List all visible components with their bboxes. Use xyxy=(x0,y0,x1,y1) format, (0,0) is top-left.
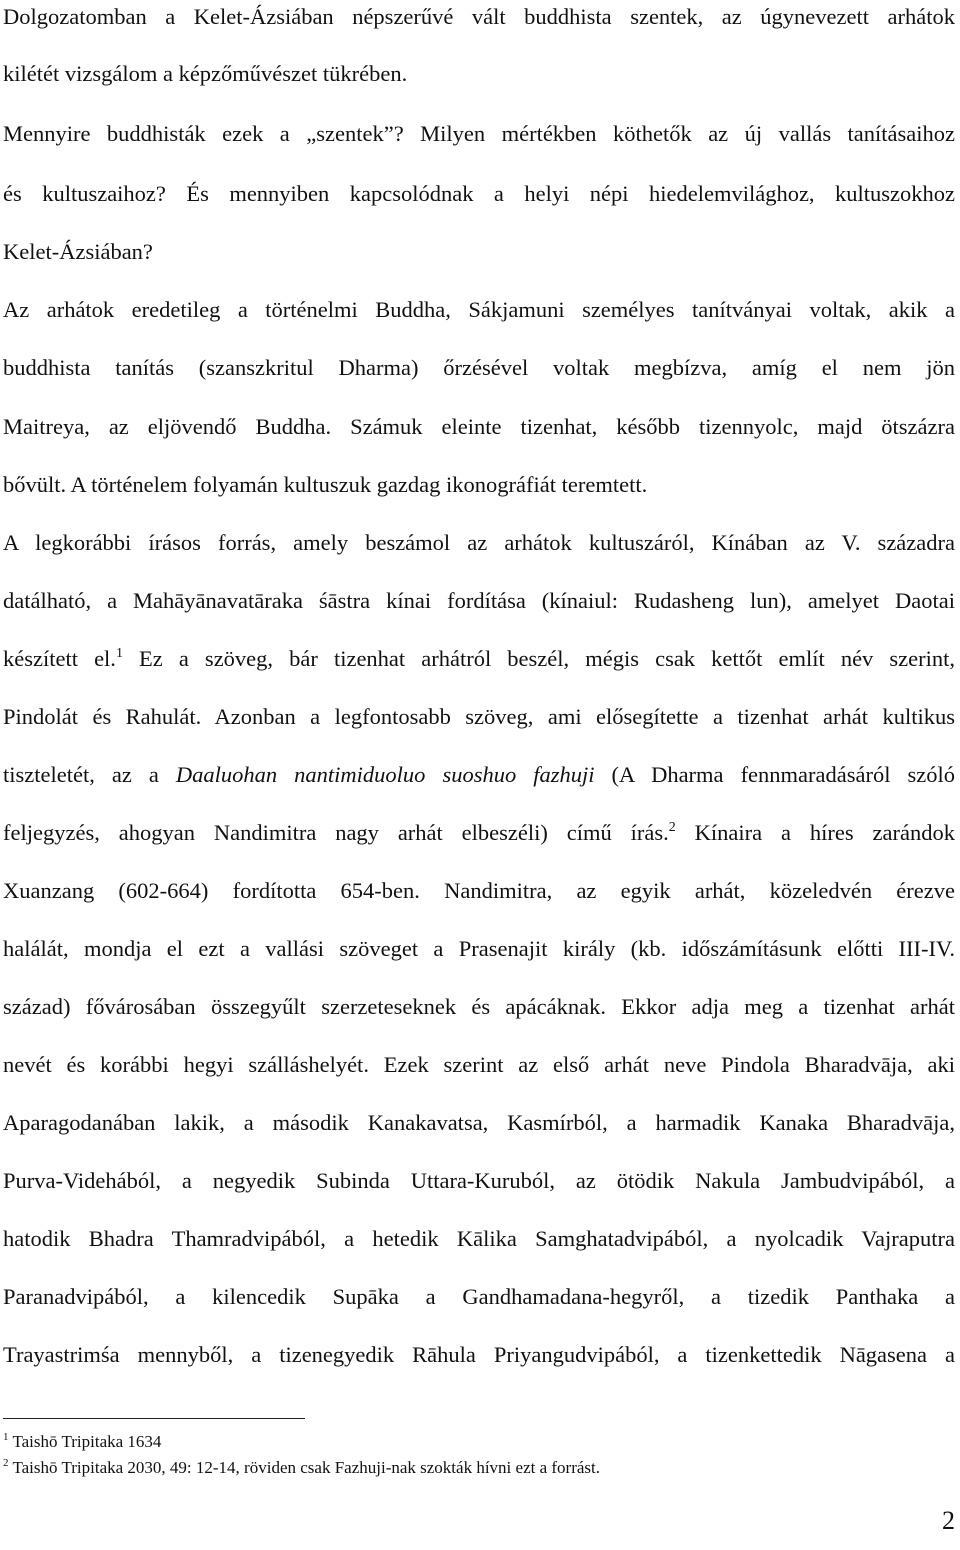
paragraph-2-line-3: Kelet-Ázsiában? xyxy=(3,239,153,264)
paragraph-2-line-2: és kultuszaihoz? És mennyiben kapcsolódnak a helyi népi hiedelemvilághoz, kultuszokhoz xyxy=(3,181,955,206)
paragraph-4-line-8: halálát, mondja el ezt a vallási szöveget a Prasenajit király (kb. időszámításunk előtti III-IV. xyxy=(3,936,955,961)
paragraph-4-line-13: hatodik Bhadra Thamradvipából, a hetedik Kālika Samghatadvipából, a nyolcadik Vajraputra xyxy=(3,1226,955,1251)
paragraph-4-line-9: század) fővárosában összegyűlt szerzeteseknek és apácáknak. Ekkor adja meg a tizenhat arhát xyxy=(3,994,955,1019)
paragraph-4-line-10: nevét és korábbi hegyi szálláshelyét. Ezek szerint az első arhát neve Pindola Bharadvāja, aki xyxy=(3,1052,955,1077)
paragraph-4-line-1: A legkorábbi írásos forrás, amely beszámol az arhátok kultuszáról, Kínában az V. századra xyxy=(3,530,955,555)
paragraph-4-line-5 xyxy=(3,760,955,790)
text-span: Kínaira a híres zarándok xyxy=(675,820,955,845)
paragraph-2-line-1: Mennyire buddhisták ezek a „szentek”? Milyen mértékben köthetők az új vallás tanításaihoz xyxy=(3,121,955,146)
footnote-number: 2 xyxy=(3,1457,9,1469)
footnote-separator xyxy=(3,1418,305,1419)
paragraph-4-line-4: Pindolát és Rahulát. Azonban a legfontosabb szöveg, ami elősegítette a tizenhat arhát kultikus xyxy=(3,704,955,729)
page-number: 2 xyxy=(942,1506,955,1535)
footnote-1 xyxy=(3,1431,161,1453)
footnote-ref-1[interactable]: 1 xyxy=(115,646,123,661)
footnote-2 xyxy=(3,1457,600,1479)
text-span: (A Dharma fennmaradásáról szóló xyxy=(594,762,956,787)
text-span: Ez a szöveg, bár tizenhat arhátról beszél, mégis csak kettőt említ név szerint, xyxy=(122,646,956,671)
paragraph-1-line-2: kilétét vizsgálom a képzőművészet tükrében. xyxy=(3,61,408,86)
text-span: készített el. xyxy=(3,646,116,671)
footnote-text: Taishō Tripitaka 1634 xyxy=(8,1432,162,1451)
paragraph-1-line-1: Dolgozatomban a Kelet-Ázsiában népszerűvé vált buddhista szentek, az úgynevezett arhátok xyxy=(3,4,955,29)
paragraph-4-line-2: datálható, a Mahāyānavatāraka śāstra kínai fordítása (kínaiul: Rudasheng lun), amelyet Daotai xyxy=(3,588,955,613)
footnote-number: 1 xyxy=(3,1431,9,1443)
paragraph-3-line-3: Maitreya, az eljövendő Buddha. Számuk eleinte tizenhat, később tizennyolc, majd ötszázra xyxy=(3,414,955,439)
work-title: Daaluohan nantimiduoluo suoshuo fazhuji xyxy=(175,762,595,787)
footnote-text: Taishō Tripitaka 2030, 49: 12-14, röviden csak Fazhuji-nak szokták hívni ezt a forrást. xyxy=(8,1458,600,1477)
footnote-ref-2[interactable]: 2 xyxy=(668,820,676,835)
paragraph-4-line-15: Trayastrimśa mennyből, a tizenegyedik Rāhula Priyangudvipából, a tizenkettedik Nāgasena a xyxy=(3,1342,955,1367)
paragraph-3-line-1: Az arhátok eredetileg a történelmi Buddha, Sákjamuni személyes tanítványai voltak, akik a xyxy=(3,297,955,322)
paragraph-3-line-4: bővült. A történelem folyamán kultuszuk gazdag ikonográfiát teremtett. xyxy=(3,472,648,497)
text-span: feljegyzés, ahogyan Nandimitra nagy arhát elbeszéli) című írás. xyxy=(3,820,669,845)
paragraph-4-line-7: Xuanzang (602-664) fordította 654-ben. Nandimitra, az egyik arhát, közeledvén érezve xyxy=(3,878,955,903)
paragraph-4-line-6 xyxy=(3,818,955,848)
paragraph-4-line-3 xyxy=(3,644,955,674)
text-span: tiszteletét, az a xyxy=(3,762,176,787)
paragraph-4-line-14: Paranadvipából, a kilencedik Supāka a Gandhamadana-hegyről, a tizedik Panthaka a xyxy=(3,1284,955,1309)
paragraph-4-line-12: Purva-Videhából, a negyedik Subinda Uttara-Kuruból, az ötödik Nakula Jambudvipából, a xyxy=(3,1168,955,1193)
paragraph-4-line-11: Aparagodanában lakik, a második Kanakavatsa, Kasmírból, a harmadik Kanaka Bharadvāja, xyxy=(3,1110,955,1135)
paragraph-3-line-2: buddhista tanítás (szanszkritul Dharma) őrzésével voltak megbízva, amíg el nem jön xyxy=(3,355,955,380)
